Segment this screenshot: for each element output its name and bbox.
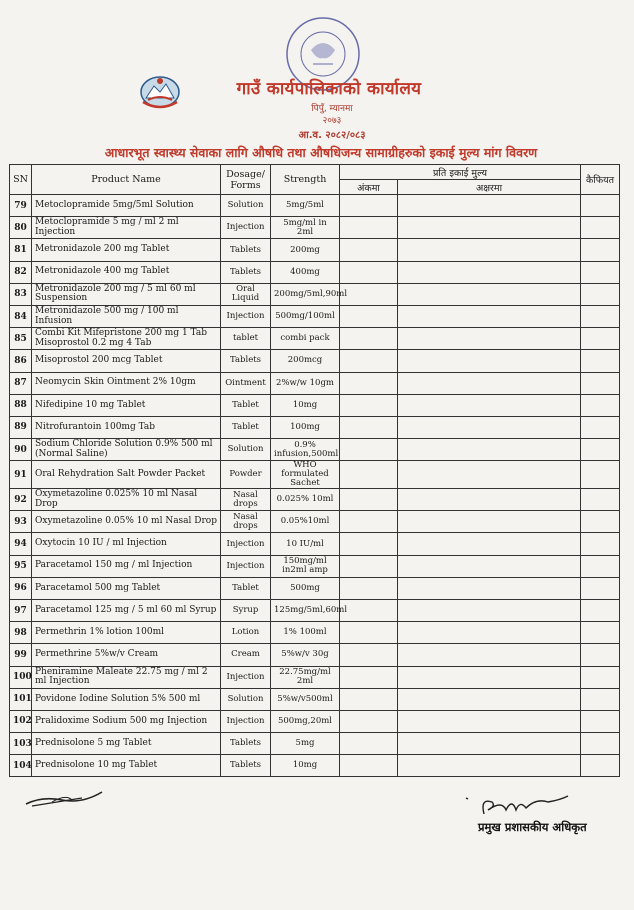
table-row bbox=[10, 239, 620, 261]
header-product-name: Product Name bbox=[32, 165, 221, 195]
header-remarks: कैफियत bbox=[581, 165, 620, 195]
cell-price-figures bbox=[340, 217, 398, 239]
cell-product-name: Oxymetazoline 0.025% 10 ml Nasal Drop bbox=[32, 489, 221, 511]
cell-remarks bbox=[581, 622, 620, 644]
cell-price-figures bbox=[340, 305, 398, 327]
cell-price-words bbox=[398, 372, 581, 394]
table-body bbox=[10, 195, 620, 777]
cell-strength: 5%w/v500ml bbox=[271, 688, 340, 710]
cell-sn: 83 bbox=[10, 283, 32, 305]
cell-product-name: Metronidazole 400 mg Tablet bbox=[32, 261, 221, 283]
cell-product-name: Paracetamol 150 mg / ml Injection bbox=[32, 555, 221, 577]
cell-price-figures bbox=[340, 461, 398, 489]
table-row bbox=[10, 461, 620, 489]
cell-price-figures bbox=[340, 555, 398, 577]
cell-remarks bbox=[581, 710, 620, 732]
cell-product-name: Prednisolone 10 mg Tablet bbox=[32, 755, 221, 777]
cell-price-figures bbox=[340, 261, 398, 283]
officer-signature bbox=[462, 792, 572, 822]
cell-strength: 5mg bbox=[271, 733, 340, 755]
cell-dosage-form: Tablets bbox=[221, 261, 271, 283]
cell-remarks bbox=[581, 733, 620, 755]
cell-strength: 5%w/v 30g bbox=[271, 644, 340, 666]
cell-price-words bbox=[398, 283, 581, 305]
cell-product-name: Neomycin Skin Ointment 2% 10gm bbox=[32, 372, 221, 394]
cell-strength: 1% 100ml bbox=[271, 622, 340, 644]
cell-sn: 84 bbox=[10, 305, 32, 327]
cell-strength: combi pack bbox=[271, 328, 340, 350]
cell-remarks bbox=[581, 350, 620, 372]
cell-price-words bbox=[398, 733, 581, 755]
cell-dosage-form: Tablets bbox=[221, 239, 271, 261]
cell-price-figures bbox=[340, 489, 398, 511]
header-dosage-forms bbox=[221, 165, 271, 195]
cell-remarks bbox=[581, 372, 620, 394]
cell-product-name: Oxymetazoline 0.05% 10 ml Nasal Drop bbox=[32, 511, 221, 533]
cell-product-name: Paracetamol 125 mg / 5 ml 60 ml Syrup bbox=[32, 599, 221, 621]
table-row bbox=[10, 688, 620, 710]
table-row bbox=[10, 555, 620, 577]
cell-price-figures bbox=[340, 710, 398, 732]
cell-dosage-form: Powder bbox=[221, 461, 271, 489]
cell-product-name: Permethrine 5%w/v Cream bbox=[32, 644, 221, 666]
header-in-words: अक्षरमा bbox=[398, 180, 581, 195]
fiscal-year: आ.व. २०८२/०८३ bbox=[298, 130, 366, 141]
cell-price-words bbox=[398, 688, 581, 710]
cell-product-name: Pheniramine Maleate 22.75 mg / ml 2 ml Injection bbox=[32, 666, 221, 688]
cell-strength: 2%w/w 10gm bbox=[271, 372, 340, 394]
table-row bbox=[10, 710, 620, 732]
cell-strength: 10mg bbox=[271, 394, 340, 416]
cell-strength: WHO formulated Sachet bbox=[271, 461, 340, 489]
cell-sn: 89 bbox=[10, 416, 32, 438]
cell-remarks bbox=[581, 644, 620, 666]
cell-dosage-form: Ointment bbox=[221, 372, 271, 394]
cell-price-words bbox=[398, 666, 581, 688]
table-row bbox=[10, 599, 620, 621]
cell-dosage-form: tablet bbox=[221, 328, 271, 350]
cell-price-figures bbox=[340, 733, 398, 755]
cell-strength: 22.75mg/ml 2ml bbox=[271, 666, 340, 688]
cell-price-figures bbox=[340, 666, 398, 688]
cell-sn: 96 bbox=[10, 577, 32, 599]
cell-strength: 5mg/ml in 2ml bbox=[271, 217, 340, 239]
cell-price-words bbox=[398, 461, 581, 489]
cell-dosage-form: Tablet bbox=[221, 416, 271, 438]
table-row bbox=[10, 644, 620, 666]
cell-price-words bbox=[398, 394, 581, 416]
document-title: आधारभूत स्वास्थ्य सेवाका लागि औषधि तथा औषधिजन्य सामाग्रीहरुको इकाई मुल्य मांग विवरण bbox=[104, 145, 538, 160]
cell-sn: 95 bbox=[10, 555, 32, 577]
cell-dosage-form: Nasal drops bbox=[221, 489, 271, 511]
cell-dosage-form: Injection bbox=[221, 666, 271, 688]
cell-sn: 104 bbox=[10, 755, 32, 777]
cell-strength: 100mg bbox=[271, 416, 340, 438]
table-row bbox=[10, 577, 620, 599]
cell-sn: 98 bbox=[10, 622, 32, 644]
cell-dosage-form: Solution bbox=[221, 688, 271, 710]
cell-strength: 125mg/5ml,60ml bbox=[271, 599, 340, 621]
cell-dosage-form: Tablets bbox=[221, 733, 271, 755]
cell-price-figures bbox=[340, 394, 398, 416]
table-row bbox=[10, 755, 620, 777]
cell-sn: 100 bbox=[10, 666, 32, 688]
cell-product-name: Prednisolone 5 mg Tablet bbox=[32, 733, 221, 755]
cell-sn: 101 bbox=[10, 688, 32, 710]
cell-product-name: Oral Rehydration Salt Powder Packet bbox=[32, 461, 221, 489]
cell-sn: 93 bbox=[10, 511, 32, 533]
header-strength: Strength bbox=[271, 165, 340, 195]
cell-price-figures bbox=[340, 350, 398, 372]
cell-sn: 81 bbox=[10, 239, 32, 261]
cell-dosage-form: Injection bbox=[221, 217, 271, 239]
cell-product-name: Permethrin 1% lotion 100ml bbox=[32, 622, 221, 644]
table-row bbox=[10, 489, 620, 511]
left-signature bbox=[22, 786, 112, 810]
cell-price-figures bbox=[340, 622, 398, 644]
cell-sn: 86 bbox=[10, 350, 32, 372]
cell-price-words bbox=[398, 239, 581, 261]
cell-sn: 80 bbox=[10, 217, 32, 239]
cell-price-figures bbox=[340, 688, 398, 710]
cell-dosage-form: Tablet bbox=[221, 577, 271, 599]
cell-remarks bbox=[581, 666, 620, 688]
table-row bbox=[10, 622, 620, 644]
cell-dosage-form: Tablets bbox=[221, 755, 271, 777]
cell-strength: 200mg/5ml,90ml bbox=[271, 283, 340, 305]
cell-remarks bbox=[581, 755, 620, 777]
cell-remarks bbox=[581, 283, 620, 305]
cell-price-words bbox=[398, 489, 581, 511]
cell-remarks bbox=[581, 577, 620, 599]
cell-price-words bbox=[398, 755, 581, 777]
cell-product-name: Metronidazole 200 mg / 5 ml 60 ml Suspension bbox=[32, 283, 221, 305]
medicine-price-table bbox=[9, 164, 620, 777]
cell-sn: 82 bbox=[10, 261, 32, 283]
cell-strength: 10mg bbox=[271, 755, 340, 777]
cell-price-words bbox=[398, 350, 581, 372]
cell-strength: 0.05%10ml bbox=[271, 511, 340, 533]
cell-strength: 500mg,20ml bbox=[271, 710, 340, 732]
cell-dosage-form: Oral Liquid bbox=[221, 283, 271, 305]
cell-price-words bbox=[398, 195, 581, 217]
cell-sn: 99 bbox=[10, 644, 32, 666]
table-row bbox=[10, 372, 620, 394]
cell-price-words bbox=[398, 533, 581, 555]
cell-price-figures bbox=[340, 239, 398, 261]
cell-dosage-form: Injection bbox=[221, 533, 271, 555]
cell-product-name: Pralidoxime Sodium 500 mg Injection bbox=[32, 710, 221, 732]
table-row bbox=[10, 394, 620, 416]
cell-price-words bbox=[398, 710, 581, 732]
cell-dosage-form: Tablets bbox=[221, 350, 271, 372]
header-dosage-line1: Dosage/ bbox=[226, 168, 265, 180]
cell-price-words bbox=[398, 261, 581, 283]
cell-price-figures bbox=[340, 195, 398, 217]
cell-remarks bbox=[581, 555, 620, 577]
cell-price-figures bbox=[340, 644, 398, 666]
table-row bbox=[10, 261, 620, 283]
cell-strength: 400mg bbox=[271, 261, 340, 283]
cell-product-name: Metoclopramide 5 mg / ml 2 ml Injection bbox=[32, 217, 221, 239]
cell-dosage-form: Syrup bbox=[221, 599, 271, 621]
cell-dosage-form: Injection bbox=[221, 710, 271, 732]
cell-sn: 90 bbox=[10, 439, 32, 461]
cell-sn: 91 bbox=[10, 461, 32, 489]
cell-strength: 500mg/100ml bbox=[271, 305, 340, 327]
cell-price-words bbox=[398, 305, 581, 327]
cell-price-words bbox=[398, 599, 581, 621]
table-row bbox=[10, 533, 620, 555]
cell-product-name: Misoprostol 200 mcg Tablet bbox=[32, 350, 221, 372]
table-row bbox=[10, 416, 620, 438]
cell-remarks bbox=[581, 305, 620, 327]
cell-price-words bbox=[398, 217, 581, 239]
cell-price-figures bbox=[340, 439, 398, 461]
table-row bbox=[10, 217, 620, 239]
cell-product-name: Oxytocin 10 IU / ml Injection bbox=[32, 533, 221, 555]
cell-remarks bbox=[581, 461, 620, 489]
cell-product-name: Paracetamol 500 mg Tablet bbox=[32, 577, 221, 599]
office-year: २०७३ bbox=[322, 116, 342, 126]
cell-sn: 103 bbox=[10, 733, 32, 755]
cell-dosage-form: Nasal drops bbox=[221, 511, 271, 533]
cell-product-name: Metoclopramide 5mg/5ml Solution bbox=[32, 195, 221, 217]
office-title: गाउँ कार्यपालिकाको कार्यालय bbox=[236, 79, 422, 99]
cell-price-figures bbox=[340, 511, 398, 533]
cell-price-figures bbox=[340, 372, 398, 394]
cell-dosage-form: Injection bbox=[221, 555, 271, 577]
cell-strength: 500mg bbox=[271, 577, 340, 599]
table-row bbox=[10, 439, 620, 461]
table-row bbox=[10, 328, 620, 350]
table-row bbox=[10, 195, 620, 217]
table-row bbox=[10, 666, 620, 688]
cell-remarks bbox=[581, 599, 620, 621]
cell-remarks bbox=[581, 489, 620, 511]
cell-price-words bbox=[398, 555, 581, 577]
cell-remarks bbox=[581, 328, 620, 350]
cell-remarks bbox=[581, 688, 620, 710]
cell-price-words bbox=[398, 328, 581, 350]
cell-sn: 92 bbox=[10, 489, 32, 511]
cell-strength: 150mg/ml in2ml amp bbox=[271, 555, 340, 577]
cell-sn: 94 bbox=[10, 533, 32, 555]
cell-sn: 97 bbox=[10, 599, 32, 621]
cell-price-words bbox=[398, 577, 581, 599]
cell-dosage-form: Solution bbox=[221, 195, 271, 217]
cell-price-words bbox=[398, 622, 581, 644]
header-in-figures: अंकमा bbox=[340, 180, 398, 195]
cell-sn: 87 bbox=[10, 372, 32, 394]
office-address: पिपुँ, म्यानमा bbox=[311, 104, 353, 114]
cell-price-words bbox=[398, 416, 581, 438]
cell-dosage-form: Tablet bbox=[221, 394, 271, 416]
cell-price-figures bbox=[340, 533, 398, 555]
cell-remarks bbox=[581, 533, 620, 555]
cell-dosage-form: Lotion bbox=[221, 622, 271, 644]
cell-dosage-form: Injection bbox=[221, 305, 271, 327]
cell-strength: 10 IU/ml bbox=[271, 533, 340, 555]
cell-price-words bbox=[398, 511, 581, 533]
cell-product-name: Combi Kit Mifepristone 200 mg 1 Tab Misoprostol 0.2 mg 4 Tab bbox=[32, 328, 221, 350]
cell-sn: 79 bbox=[10, 195, 32, 217]
cell-strength: 0.025% 10ml bbox=[271, 489, 340, 511]
cell-product-name: Nitrofurantoin 100mg Tab bbox=[32, 416, 221, 438]
cell-remarks bbox=[581, 261, 620, 283]
header-sn: SN bbox=[10, 165, 32, 195]
cell-remarks bbox=[581, 416, 620, 438]
cell-remarks bbox=[581, 394, 620, 416]
table-row bbox=[10, 350, 620, 372]
cell-strength: 200mcg bbox=[271, 350, 340, 372]
cell-remarks bbox=[581, 439, 620, 461]
table-row bbox=[10, 511, 620, 533]
cell-product-name: Povidone Iodine Solution 5% 500 ml bbox=[32, 688, 221, 710]
header-dosage-line2: Forms bbox=[230, 179, 261, 191]
cell-strength: 0.9% infusion,500ml bbox=[271, 439, 340, 461]
cell-remarks bbox=[581, 217, 620, 239]
cell-price-figures bbox=[340, 328, 398, 350]
cell-remarks bbox=[581, 511, 620, 533]
cell-sn: 102 bbox=[10, 710, 32, 732]
cell-product-name: Metronidazole 500 mg / 100 ml Infusion bbox=[32, 305, 221, 327]
cell-product-name: Metronidazole 200 mg Tablet bbox=[32, 239, 221, 261]
cell-price-figures bbox=[340, 755, 398, 777]
table-row bbox=[10, 283, 620, 305]
cell-dosage-form: Cream bbox=[221, 644, 271, 666]
cell-price-figures bbox=[340, 283, 398, 305]
cell-price-words bbox=[398, 644, 581, 666]
cell-sn: 88 bbox=[10, 394, 32, 416]
cell-remarks bbox=[581, 239, 620, 261]
table-row bbox=[10, 305, 620, 327]
cell-sn: 85 bbox=[10, 328, 32, 350]
cell-price-words bbox=[398, 439, 581, 461]
cell-price-figures bbox=[340, 577, 398, 599]
cell-price-figures bbox=[340, 599, 398, 621]
cell-remarks bbox=[581, 195, 620, 217]
cell-product-name: Sodium Chloride Solution 0.9% 500 ml (Normal Saline) bbox=[32, 439, 221, 461]
cell-strength: 5mg/5ml bbox=[271, 195, 340, 217]
cell-price-figures bbox=[340, 416, 398, 438]
cell-product-name: Nifedipine 10 mg Tablet bbox=[32, 394, 221, 416]
officer-title: प्रमुख प्रशासकीय अधिकृत bbox=[478, 820, 587, 834]
cell-strength: 200mg bbox=[271, 239, 340, 261]
table-row bbox=[10, 733, 620, 755]
cell-dosage-form: Solution bbox=[221, 439, 271, 461]
header-unit-price: प्रति इकाई मुल्य bbox=[340, 165, 581, 180]
